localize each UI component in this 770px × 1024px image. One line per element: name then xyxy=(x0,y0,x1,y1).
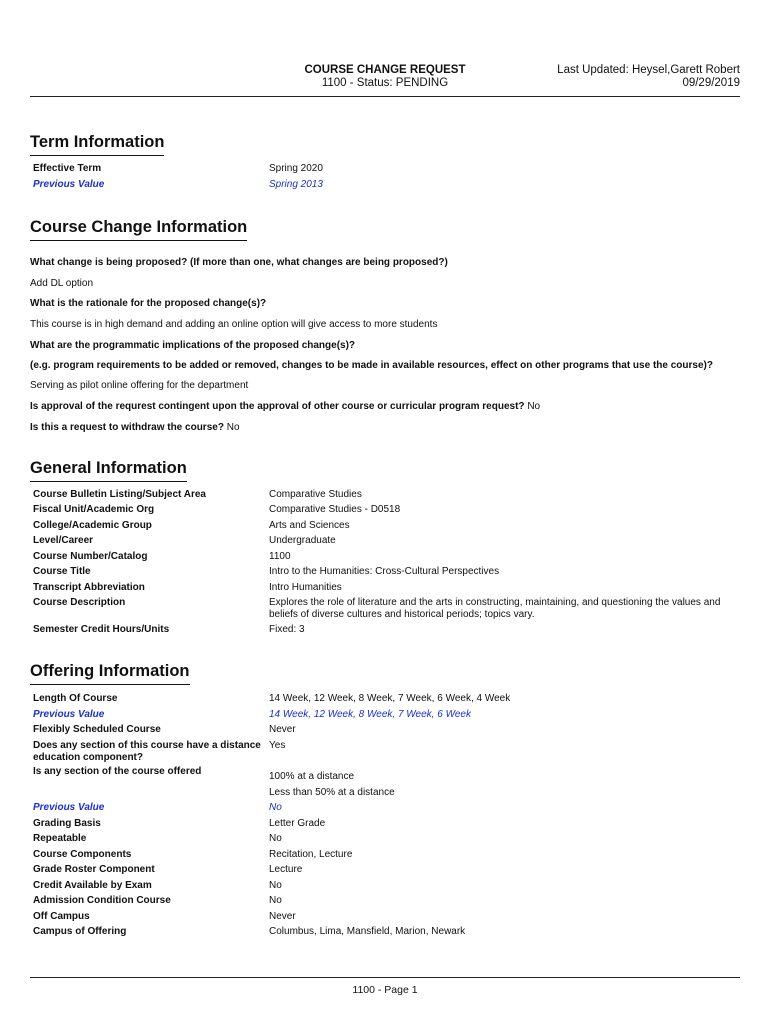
field-value: Spring 2020 xyxy=(269,163,323,174)
field-label: Flexibly Scheduled Course xyxy=(33,724,161,735)
field-value: 14 Week, 12 Week, 8 Week, 7 Week, 6 Week, 4 Week xyxy=(269,693,511,704)
field-value: Intro Humanities xyxy=(269,582,342,593)
field-label: Fiscal Unit/Academic Org xyxy=(33,504,155,515)
field-label: College/Academic Group xyxy=(33,520,152,531)
field-value: 100% at a distance xyxy=(269,771,355,782)
section-title-general: General Information xyxy=(30,459,187,482)
field-label: Course Bulletin Listing/Subject Area xyxy=(33,489,206,500)
field-label: Transcript Abbreviation xyxy=(33,582,145,593)
question-5 xyxy=(30,422,740,434)
field-value: Undergraduate xyxy=(269,535,336,546)
field-label: Credit Available by Exam xyxy=(33,880,152,891)
question-2 xyxy=(30,298,740,310)
field-value: Less than 50% at a distance xyxy=(269,787,395,798)
field-label: Course Description xyxy=(33,597,126,608)
field-label: Previous Value xyxy=(33,802,105,813)
field-label: Off Campus xyxy=(33,911,90,922)
field-value: Explores the role of literature and the arts in constructing, maintaining, and questioning the values and beliefs of diverse cultures and historical periods; topics vary. xyxy=(269,597,721,620)
field-label: Repeatable xyxy=(33,833,87,844)
field-value: Comparative Studies xyxy=(269,489,362,500)
field-label: Grade Roster Component xyxy=(33,864,155,875)
field-value: Spring 2013 xyxy=(269,179,323,190)
status-line: 1100 - Status: PENDING xyxy=(321,77,449,89)
question-text: Is approval of the requrest contingent upon the approval of other course or curricular program request? xyxy=(30,401,525,412)
field-value: Never xyxy=(269,911,296,922)
field-value: Lecture xyxy=(269,864,303,875)
document-header xyxy=(30,64,740,97)
field-value: Comparative Studies - D0518 xyxy=(269,504,401,515)
question-1 xyxy=(30,257,740,269)
section-title-change: Course Change Information xyxy=(30,218,247,241)
field-label: Level/Career xyxy=(33,535,94,546)
field-value: Arts and Sciences xyxy=(269,520,350,531)
field-label: Course Title xyxy=(33,566,91,577)
field-label: Course Number/Catalog xyxy=(33,551,148,562)
answer-2: This course is in high demand and adding an online option will give access to more students xyxy=(30,319,438,330)
field-label: Grading Basis xyxy=(33,818,101,829)
question-3-detail xyxy=(30,360,740,372)
question-3 xyxy=(30,340,740,352)
field-value: Recitation, Lecture xyxy=(269,849,353,860)
field-label: Course Components xyxy=(33,849,132,860)
field-label: Campus of Offering xyxy=(33,926,127,937)
field-value: Letter Grade xyxy=(269,818,326,829)
field-label: Previous Value xyxy=(33,709,105,720)
answer-1: Add DL option xyxy=(30,278,94,289)
header-right xyxy=(557,64,740,90)
field-value: 14 Week, 12 Week, 8 Week, 7 Week, 6 Week xyxy=(269,709,471,720)
last-updated: Last Updated: Heysel,Garett Robert xyxy=(557,64,740,76)
field-value: Yes xyxy=(269,740,286,751)
section-title-offering: Offering Information xyxy=(30,662,190,685)
footer-divider xyxy=(30,977,740,978)
field-value: Intro to the Humanities: Cross-Cultural Perspectives xyxy=(269,566,500,577)
updated-date: 09/29/2019 xyxy=(682,77,740,89)
field-label: Previous Value xyxy=(33,179,105,190)
field-value: Never xyxy=(269,724,296,735)
answer-4: No xyxy=(527,401,541,412)
field-value: No xyxy=(269,895,282,906)
field-value: No xyxy=(269,802,282,813)
field-label: Length Of Course xyxy=(33,693,118,704)
field-label: Does any section of this course have a distance education component? xyxy=(33,740,261,763)
page-number: 1100 - Page 1 xyxy=(352,984,418,996)
field-value: No xyxy=(269,880,282,891)
question-text: What change is being proposed? (If more than one, what changes are being proposed?) xyxy=(30,257,448,268)
field-label: Semester Credit Hours/Units xyxy=(33,624,170,635)
question-text: Is this a request to withdraw the course? xyxy=(30,422,224,433)
question-4 xyxy=(30,401,740,413)
field-label: Admission Condition Course xyxy=(33,895,171,906)
answer-3: Serving as pilot online offering for the department xyxy=(30,380,249,391)
answer-5: No xyxy=(226,422,240,433)
section-title-term: Term Information xyxy=(30,133,164,156)
field-label: Is any section of the course offered xyxy=(33,766,202,777)
field-value: 1100 xyxy=(269,551,291,562)
field-value: Columbus, Lima, Mansfield, Marion, Newark xyxy=(269,926,466,937)
field-value: Fixed: 3 xyxy=(269,624,305,635)
question-text: What is the rationale for the proposed change(s)? xyxy=(30,298,267,309)
field-label: Effective Term xyxy=(33,163,102,174)
field-value: No xyxy=(269,833,282,844)
document-title: COURSE CHANGE REQUEST xyxy=(304,64,466,76)
question-text: (e.g. program requirements to be added or removed, changes to be made in available resources, effect on other programs that use the course)? xyxy=(30,360,713,371)
question-text: What are the programmatic implications of the proposed change(s)? xyxy=(30,340,356,351)
